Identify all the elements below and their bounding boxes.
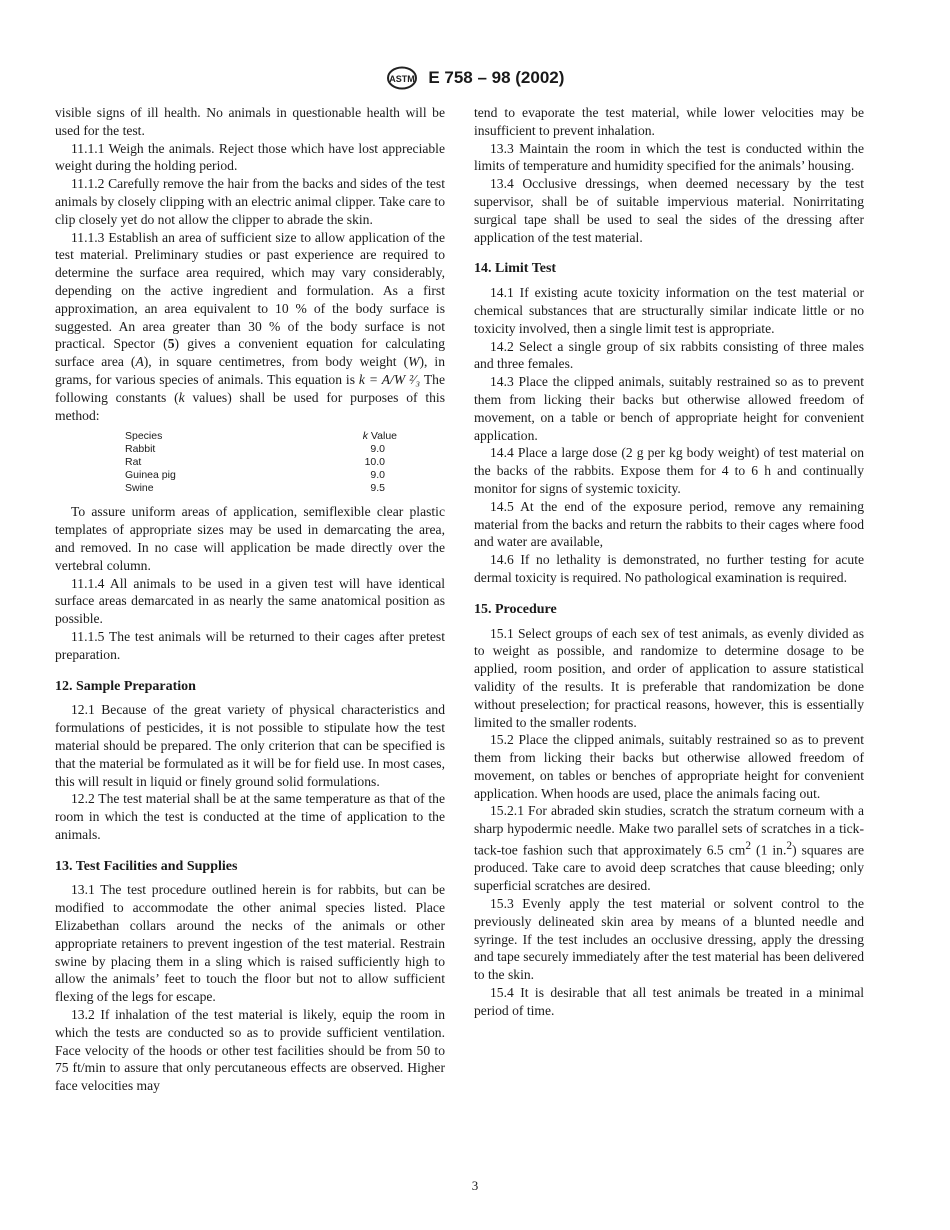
page-number: 3 (471, 1178, 479, 1193)
paragraph-11-1-4: 11.1.4 All animals to be used in a given test will have identical surface areas demarcated in as nearly the same anatomical position as possible. (55, 575, 445, 627)
paragraph-14-5: 14.5 At the end of the exposure period, remove any remaining material from the backs and return the rabbits to their cages where food and water are available, (474, 498, 864, 550)
paragraph-12-1: 12.1 Because of the great variety of physical characteristics and formulations of pesticides, it is not possible to stipulate how the test material should be prepared. The only criterion that can be specified is that the material be formulated as it will be for field use. In most cases, this will result in liquid or finely ground solid formulations. (55, 702, 445, 789)
paragraph-14-2: 14.2 Select a single group of six rabbits consisting of three males and three females. (474, 338, 864, 372)
paragraph-13-1: 13.1 The test procedure outlined herein is for rabbits, but can be modified to accommodate the other animal species listed. Place Elizabethan collars around the necks of the animals or other appropriate retainers to prevent ingestion of the test material. Restrain swine by placing them in a sling which is raised sufficiently high to allow the animals’ feet to touch the floor but not to allow sufficient flexing of the legs for escape. (55, 882, 445, 1005)
paragraph-continuation: tend to evaporate the test material, while lower velocities may be insufficient to prevent inhalation. (474, 105, 864, 138)
table-row: Guinea pig 9.0 (125, 469, 385, 482)
paragraph-templates: To assure uniform areas of application, semiflexible clear plastic templates of appropriate sizes may be used in demarcating the area, and removed. In no case will application be made directly over the vertebral column. (55, 504, 445, 573)
page-header (0, 66, 950, 90)
right-column (474, 104, 864, 1020)
paragraph-15-1: 15.1 Select groups of each sex of test animals, as evenly divided as to weight as possible, and randomize to determine dosage to be applied, room position, and order of application to assure statistical validity of the results. It is preferable that randomization be done without preselection; for practical reasons, however, this is essentially limited to the smaller rodents. (474, 625, 864, 730)
astm-logo-icon (386, 66, 418, 90)
table-row: Swine 9.5 (125, 482, 385, 495)
paragraph-13-2: 13.2 If inhalation of the test material is likely, equip the room in which the tests are conducted so as to provide sufficient ventilation. Face velocity of the hoods or other test facilities should be from 50 to 75 ft/min to assure that only percutaneous effects are observed. Higher face velocities may (55, 1007, 445, 1094)
left-column (55, 104, 445, 1095)
table-header-species: Species (125, 430, 163, 443)
section-heading-14: 14. Limit Test (474, 261, 557, 277)
section-heading-13: 13. Test Facilities and Supplies (55, 858, 238, 874)
paragraph-11-1-3: 11.1.3 Establish an area of sufficient size to allow application of the test material. Preliminary studies or past experience are required to determine the surface area required, which may vary considerably, depending on the active ingredient and formulation. As a first approximation, an area equivalent to 10 % of the body surface is suggested. An area greater than 30 % of the body surface is not practical. Spector (5) gives a convenient equation for calculating surface area (A), in square centimetres, from body weight (W), in grams, for various species of animals. This equation is k = A/W ²⁄₃ The following constants (k values) shall be used for purposes of this method: (55, 229, 445, 423)
paragraph-14-1: 14.1 If existing acute toxicity information on the test material or chemical substances that are structurally similar indicate little or no toxicity involved, then a single limit test is appropriate. (474, 285, 864, 336)
table-row: Rat 10.0 (125, 456, 385, 469)
section-heading-15: 15. Procedure (474, 601, 557, 617)
surface-area-equation: k = A/W ²⁄₃ (358, 371, 421, 387)
svg-text:ASTM: ASTM (388, 74, 415, 84)
paragraph-12-2: 12.2 The test material shall be at the same temperature as that of the room in which the test is conducted at the time of application to the animals. (55, 791, 445, 842)
paragraph-14-6: 14.6 If no lethality is demonstrated, no further testing for acute dermal toxicity is required. No pathological examination is required. (474, 552, 864, 585)
paragraph-continuation: visible signs of ill health. No animals in questionable health will be used for the test. (55, 105, 445, 138)
paragraph-15-2-1: 15.2.1 For abraded skin studies, scratch the stratum corneum with a sharp hypodermic needle. Make two parallel sets of scratches in a tick-tack-toe fashion such that approximately 6.5 $cm^2$ (1 in.$^2$) squares are produced. Take care to avoid deep scratches that cause bleeding; only superficial scratches are desired. (474, 803, 865, 894)
paragraph-13-3: 13.3 Maintain the room in which the test is conducted within the limits of temperature and humidity specified for the animals’ housing. (474, 140, 864, 174)
document-designation: E 758 – 98 (2002) (428, 68, 565, 87)
paragraph-15-2: 15.2 Place the clipped animals, suitably restrained so as to prevent them from licking their backs but otherwise allowed freedom of movement, on tables or benches of appropriate height for convenient application. When hoods are used, place the animals facing out. (474, 732, 864, 801)
paragraph-15-4: 15.4 It is desirable that all test animals be treated in a minimal period of time. (474, 984, 864, 1018)
paragraph-14-4: 14.4 Place a large dose (2 g per kg body weight) of test material on the backs of the rabbits. Expose them for 4 to 6 h and continually monitor for signs of systemic toxicity. (474, 445, 864, 496)
paragraph-15-3: 15.3 Evenly apply the test material or solvent control to the previously delineated skin area by means of a blunted needle and syringe. If the test includes an occlusive dressing, apply the dressing and tape securely immediately after the test material has been delivered to the skin. (474, 896, 864, 983)
table-row: Rabbit 9.0 (125, 443, 385, 456)
paragraph-11-1-2: 11.1.2 Carefully remove the hair from the backs and sides of the test animals by closely clipping with an electric animal clipper. Take care to clip closely yet do not allow the clipper to abrade the skin. (55, 176, 445, 227)
paragraph-13-4: 13.4 Occlusive dressings, when deemed necessary by the test supervisor, shall be of suitable impervious material. Nonirritating surgical tape shall be used to seal the sides of the dressing after application of the test material. (474, 176, 864, 245)
section-heading-12: 12. Sample Preparation (55, 678, 196, 694)
paragraph-11-1-1: 11.1.1 Weigh the animals. Reject those which have lost appreciable weight during the holding period. (55, 140, 445, 174)
paragraph-11-1-5: 11.1.5 The test animals will be returned to their cages after pretest preparation. (55, 628, 445, 662)
paragraph-14-3: 14.3 Place the clipped animals, suitably restrained so as to prevent them from licking their backs but otherwise allowed freedom of movement, on a table or bench of appropriate height for convenient application. (474, 374, 864, 443)
table-header-k-value: k Value (362, 430, 397, 443)
k-value-table (125, 430, 409, 495)
